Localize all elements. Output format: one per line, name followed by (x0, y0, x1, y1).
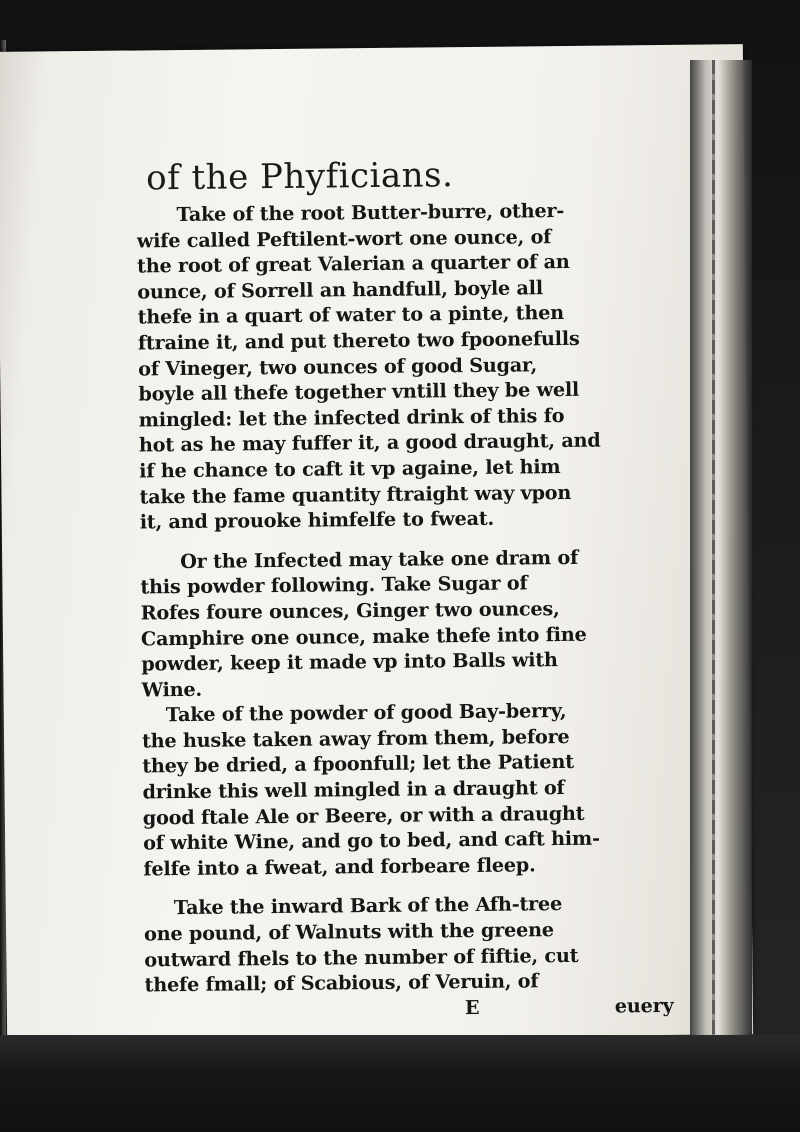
text-line: drinke this well mingled in a draught of (142, 776, 565, 804)
text-line: Or the Infected may take one dram of (180, 545, 579, 573)
text-line: powder, keep it made vp into Balls with (141, 648, 558, 676)
signature-mark: E (464, 995, 480, 1019)
text-line: ftraine it, and put thereto two fpoonefulls (137, 326, 580, 355)
text-line: Wine. (141, 677, 202, 702)
text-line: of white Wine, and go to bed, and caft him- (143, 826, 600, 855)
text-line: Camphire one ounce, make thefe into fine (140, 622, 587, 650)
text-line: the root of great Valerian a quarter of an (136, 250, 570, 278)
text-line: thefe fmall; of Scabious, of Veruin, of (144, 969, 539, 997)
text-line: felfe into a fweat, and forbeare fleep. (143, 853, 536, 881)
text-line: take the fame quantity ftraight way vpon (139, 480, 572, 508)
text-line: one pound, of Walnuts with the greene (143, 918, 554, 946)
text-line: they be dried, a fpoonfull; let the Patient (142, 750, 574, 778)
body-text (136, 197, 697, 1024)
text-line: Rofes foure ounces, Ginger two ounces, (140, 596, 560, 625)
text-line: boyle all thefe together vntill they be well (138, 378, 580, 406)
text-line: wife called Peftilent-wort one ounce, of (136, 224, 552, 253)
book-page (0, 44, 753, 1042)
text-line: Take of the powder of good Bay-berry, (165, 699, 567, 727)
text-line: thefe in a quart of water to a pinte, then (137, 301, 565, 329)
text-line: outward fhels to the number of fiftie, cut (144, 943, 579, 972)
scanner-background (0, 1035, 800, 1132)
signature-line (145, 992, 697, 1023)
text-line: it, and prouoke himfelfe to fweat. (139, 506, 495, 534)
text-line: the huske taken away from them, before (141, 724, 570, 753)
text-line: Take of the root Butter-burre, other- (176, 199, 565, 227)
text-line: mingled: let the infected drink of this fo (138, 403, 565, 432)
text-line: if he chance to caft it vp againe, let him (139, 454, 561, 483)
catchword: euery (614, 993, 674, 1018)
text-line: this powder following. Take Sugar of (140, 571, 528, 599)
book-binding-gutter (690, 60, 752, 1045)
text-line: ounce, of Sorrell an handfull, boyle all (137, 276, 543, 304)
text-line: Take the inward Bark of the Afh-tree (173, 892, 563, 920)
text-line: of Vineger, two ounces of good Sugar, (138, 352, 538, 381)
text-line: hot as he may fuffer it, a good draught, and (138, 428, 601, 457)
text-line: good ftale Ale or Beere, or with a draught (142, 801, 585, 830)
running-head: of the Phyficians. (145, 155, 454, 199)
